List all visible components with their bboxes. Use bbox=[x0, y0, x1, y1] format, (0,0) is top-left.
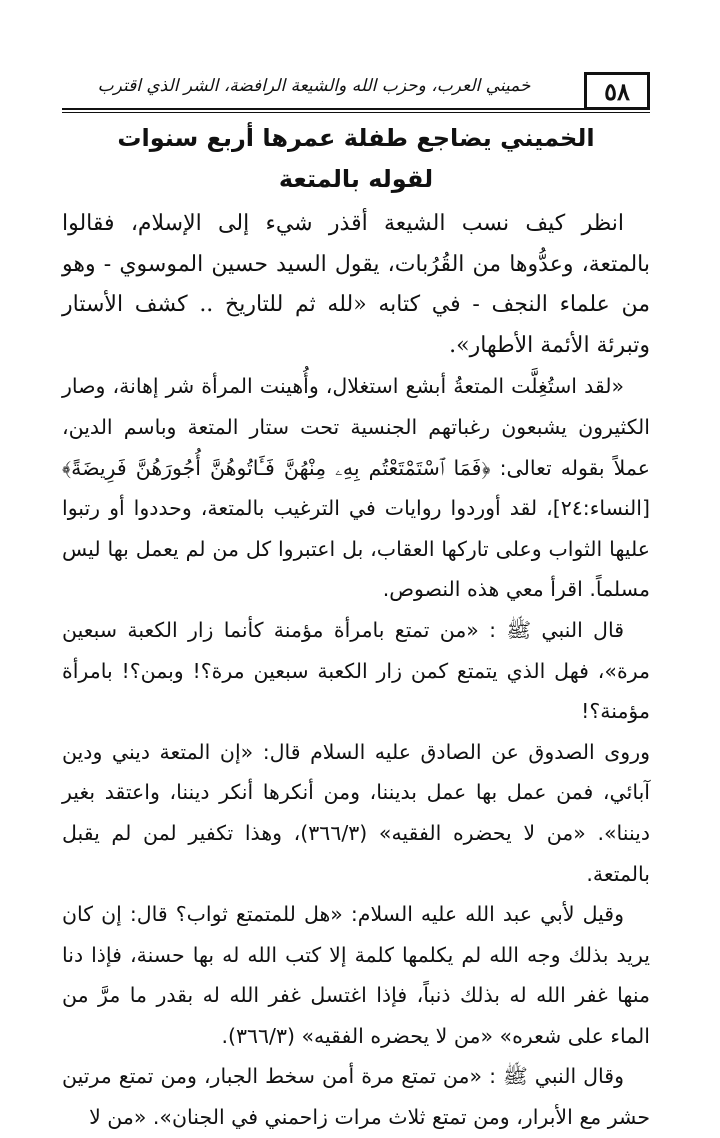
chapter-title: الخميني يضاجع طفلة عمرها أربع سنوات bbox=[117, 124, 595, 152]
page-number: ٥٨ bbox=[584, 72, 650, 110]
paragraph-sadiq-narration: وروى الصدوق عن الصادق عليه السلام قال: «إن المتعة ديني ودين آبائي، فمن عمل بها عمل بديننا، ومن أنكرها أنكر ديننا، واعتقد بغير ديننا». «من لا يحضره الفقيه» (٣٦٦/٣)، وهذا تكفير لمن لم يقبل بالمتعة. bbox=[62, 739, 650, 886]
paragraph-hadith-kaaba: قال النبي ﷺ : «من تمتع بامرأة مؤمنة كأنما زار الكعبة سبعين مرة»، فهل الذي يتمتع كمن زار الكعبة سبعين مرة؟! وبمن؟! بامرأة مؤمنة؟! bbox=[62, 617, 650, 724]
header-rule-thin bbox=[62, 112, 650, 113]
header-rule bbox=[62, 108, 650, 110]
paragraph-quote-mutah: «لقد استُغِلَّت المتعةُ أبشع استغلال، وأُهينت المرأة شر إهانة، وصار الكثيرون يشبعون رغباتهم الجنسية تحت ستار المتعة وباسم الدين، عملاً بقوله تعالى: ﴿فَمَا ٱسْتَمْتَعْتُم بِهِۦ مِنْهُنَّ فَـَٔاتُوهُنَّ أُجُورَهُنَّ فَرِيضَةً﴾ [النساء:٢٤]، لقد أوردوا روايات في الترغيب بالمتعة، وحددوا أو رتبوا عليها الثواب وعلى تاركها العقاب، بل اعتبروا كل من لم يعمل بها ليس مسلماً. اقرأ معي هذه النصوص. bbox=[62, 374, 650, 602]
paragraph-reward: وقيل لأبي عبد الله عليه السلام: «هل للمتمتع ثواب؟ قال: إن كان يريد بذلك وجه الله لم يكلمها كلمة إلا كتب الله له بها حسنة، فإذا دنا منها غفر الله له بذلك ذنباً، فإذا اغتسل غفر الله له بقدر ما مرَّ من الماء على شعره» «من لا يحضره الفقيه» (٣٦٦/٣). bbox=[62, 902, 650, 1048]
running-title: خميني العرب، وحزب الله والشيعة الرافضة، الشر الذي اقترب bbox=[97, 76, 531, 96]
body-text bbox=[62, 204, 650, 1138]
paragraph-intro: انظر كيف نسب الشيعة أقذر شيء إلى الإسلام، فقالوا بالمتعة، وعدُّوها من القُرُبات، يقول السيد حسين الموسوي - وهو من علماء النجف - في كتابه «لله ثم للتاريخ .. كشف الأستار وتبرئة الأئمة الأطهار». bbox=[62, 211, 650, 358]
chapter-subtitle: لقوله بالمتعة bbox=[278, 165, 434, 193]
page-header bbox=[62, 72, 650, 112]
paragraph-hadith-jabbar: وقال النبي ﷺ : «من تمتع مرة أمن سخط الجبار، ومن تمتع مرتين حشر مع الأبرار، ومن تمتع ثلاث مرات زاحمني في الجنان». «من لا bbox=[62, 1064, 650, 1130]
